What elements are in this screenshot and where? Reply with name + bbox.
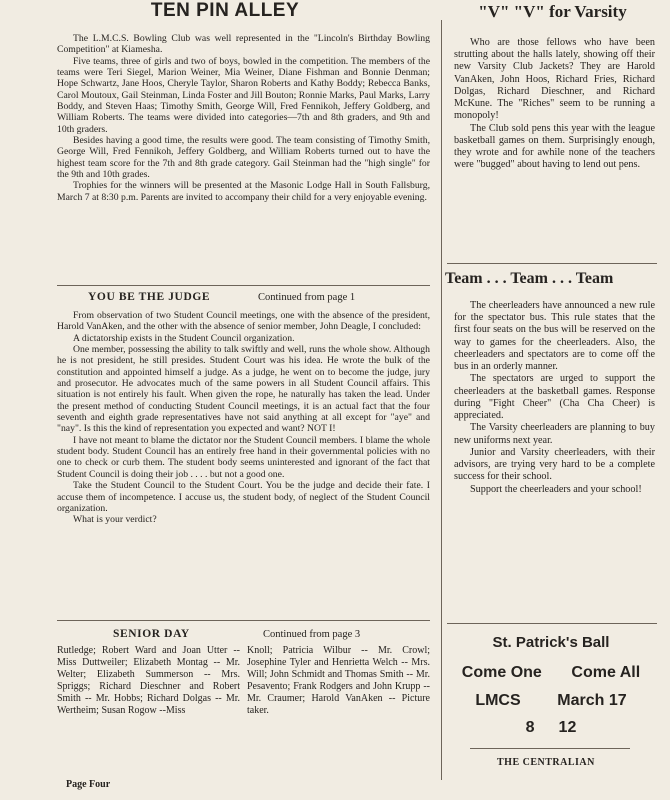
cheer-paragraph: The Varsity cheerleaders are planning to buy new uniforms next year. (454, 422, 655, 446)
senior-day-col1: Rutledge; Robert Ward and Joan Utter -- Miss Duttweiler; Elizabeth Montag -- Mr. Welter; Elizabeth Summerson -- Mrs. Spriggs; Richard Dieschner and Robert Smith -- Mr. Hobbs; Richard Dolgas -- Mr. Wertheim; Susan Rogow --Miss (57, 645, 240, 717)
ad-time-start: 8 (525, 719, 535, 736)
cheerleaders-article (454, 300, 655, 496)
bowling-paragraph: The L.M.C.S. Bowling Club was well represented in the "Lincoln's Birthday Bowling Competition" at Kiamesha. (57, 33, 430, 56)
paper-name: THE CENTRALIAN (497, 757, 595, 768)
ad-come-one: Come One (461, 664, 542, 681)
section-rule (470, 748, 630, 749)
senior-day-title: SENIOR DAY (113, 628, 190, 640)
bowling-article (57, 33, 430, 203)
section-rule (57, 620, 430, 621)
ad-come-all: Come All (571, 664, 641, 681)
judge-continued: Continued from page 1 (258, 292, 356, 303)
ad-lmcs: LMCS (475, 692, 521, 709)
ad-title: St. Patrick's Ball (492, 634, 610, 651)
judge-title: YOU BE THE JUDGE (88, 291, 211, 303)
ad-date: March 17 (557, 692, 627, 709)
judge-article (57, 310, 430, 526)
cheer-paragraph: The cheerleaders have announced a new rule for the spectator bus. This rule states that the first four seats on the bus will be reserved on the way to games for the cheerleaders. Also, the cheerleaders and spectators are to come off the bus in an orderly manner. (454, 300, 655, 373)
column-divider (441, 20, 442, 780)
section-rule (447, 623, 657, 624)
judge-paragraph: What is your verdict? (73, 514, 157, 526)
varsity-article (454, 37, 655, 172)
bowling-paragraph: Five teams, three of girls and two of boys, bowled in the competition. The members of the teams were Teri Siegel, Marion Weiner, Mia Weiner, Diane Fishman and Bonnie Denman; Hope Schwartz, Jane Hoos, Cheryle Taylor, Sharon Roberts and Kathy Boddy; Rebecca Banks, Carol Moutoux, Gail Steinman, Linda Foster and Jill Bouton; Ronnie Marks, Paul Marks, Larry Boddy, and Steven Haas; Timothy Smith, George Will, Fred Fennikoh, Jeffery Goldberg, and William Roberts. The teams were divided into categories—7th and 8th graders, and 9th and 10th graders. (57, 55, 430, 135)
section-rule (447, 263, 657, 264)
team-headline: Team . . . Team . . . Team (445, 270, 614, 287)
senior-day-continued: Continued from page 3 (263, 629, 361, 640)
varsity-paragraph: The Club sold pens this year with the league basketball games on them. Surprisingly enough, they wrote and for awhile none of the teachers were "bugged" about having to lend out pens. (454, 122, 655, 171)
cheer-paragraph: The spectators are urged to support the cheerleaders at the basketball games. Response during "Fight Cheer" (Cha Cha Cheer) is appreciated. (454, 373, 655, 422)
senior-day-col2: Knoll; Patricia Wilbur -- Mr. Crowl; Josephine Tyler and Henrietta Welch -- Mrs. Will; John Schmidt and Thomas Smith -- Mr. Pesavento; Frank Rodgers and John Krupp -- Mr. Craumer; Harold VanAken -- Picture taker. (247, 645, 430, 717)
ad-come-row (447, 664, 655, 682)
ad-date-row (447, 692, 655, 710)
ad-time-row (447, 719, 655, 737)
judge-paragraph: Take the Student Council to the Student Court. You be the judge and decide their fate. I accuse them of incompetence. I accuse us, the student body, of neglect of the Student Council organization. (57, 480, 430, 514)
page-number: Page Four (66, 779, 111, 790)
cheer-paragraph: Support the cheerleaders and your school! (470, 483, 642, 495)
judge-paragraph: From observation of two Student Council meetings, one with the absence of the president, Harold VanAken, and the other with the absence of senior member, John Deagle, I concluded: (57, 310, 430, 333)
bowling-paragraph: Trophies for the winners will be presented at the Masonic Lodge Hall in South Fallsburg, March 7 at 8:30 p.m. Parents are invited to accompany their child for a very enjoyable evening. (57, 180, 430, 203)
bowling-paragraph: Besides having a good time, the results were good. The team consisting of Timothy Smith, George Will, Fred Fennikoh, Jeffery Goldberg, and William Roberts turned out to have the highest team score for the 7th and 8th grade category. Gail Steinman had the "high single" for the 9th and 10th grades. (57, 135, 430, 181)
judge-paragraph: One member, possessing the ability to talk swiftly and well, runs the whole show. Although he is not president, he still presides. Student Court was his idea. He wrote the bulk of the constitution and appointed himself a judge. As a judge, he went on to become the judge, jury and prosecutor. He advocates much of the same powers in all Student Council affairs. This situation is not entirely his fault. When given the rope, he naturally has taken the lead. Under the present method of conducting Student Council meetings, it is an actual fact that the four seventh and eighth grade representatives have not said anything at all except for "aye" and "nay". Is this the kind of representation you expected and want? NOT I! (57, 344, 430, 435)
cheer-paragraph: Junior and Varsity cheerleaders, with their advisors, are trying very hard to be a complete success for their school. (454, 446, 655, 483)
judge-paragraph: I have not meant to blame the dictator nor the Student Council members. I blame the whole student body. Student Council has an entirely free hand in their governmental policies with no one to check or curb them. The student body seems uninterested and ignorant of the fact that Student Council is doing their job . . . . but not a good one. (57, 434, 430, 480)
ten-pin-alley-headline: TEN PIN ALLEY (150, 0, 300, 21)
varsity-headline: "V" "V" for Varsity (478, 2, 627, 21)
judge-paragraph: A dictatorship exists in the Student Council organization. (73, 332, 295, 344)
ad-time-end: 12 (558, 719, 577, 736)
section-rule (57, 285, 430, 286)
varsity-paragraph: Who are those fellows who have been strutting about the halls lately, showing off their new Varsity Club Jackets? They are Harold VanAken, John Hoos, Richard Fries, Richard Dolgas, Richard Dieschner, and Richard McKune. The "Riches" seem to be running a monopoly! (454, 37, 655, 122)
